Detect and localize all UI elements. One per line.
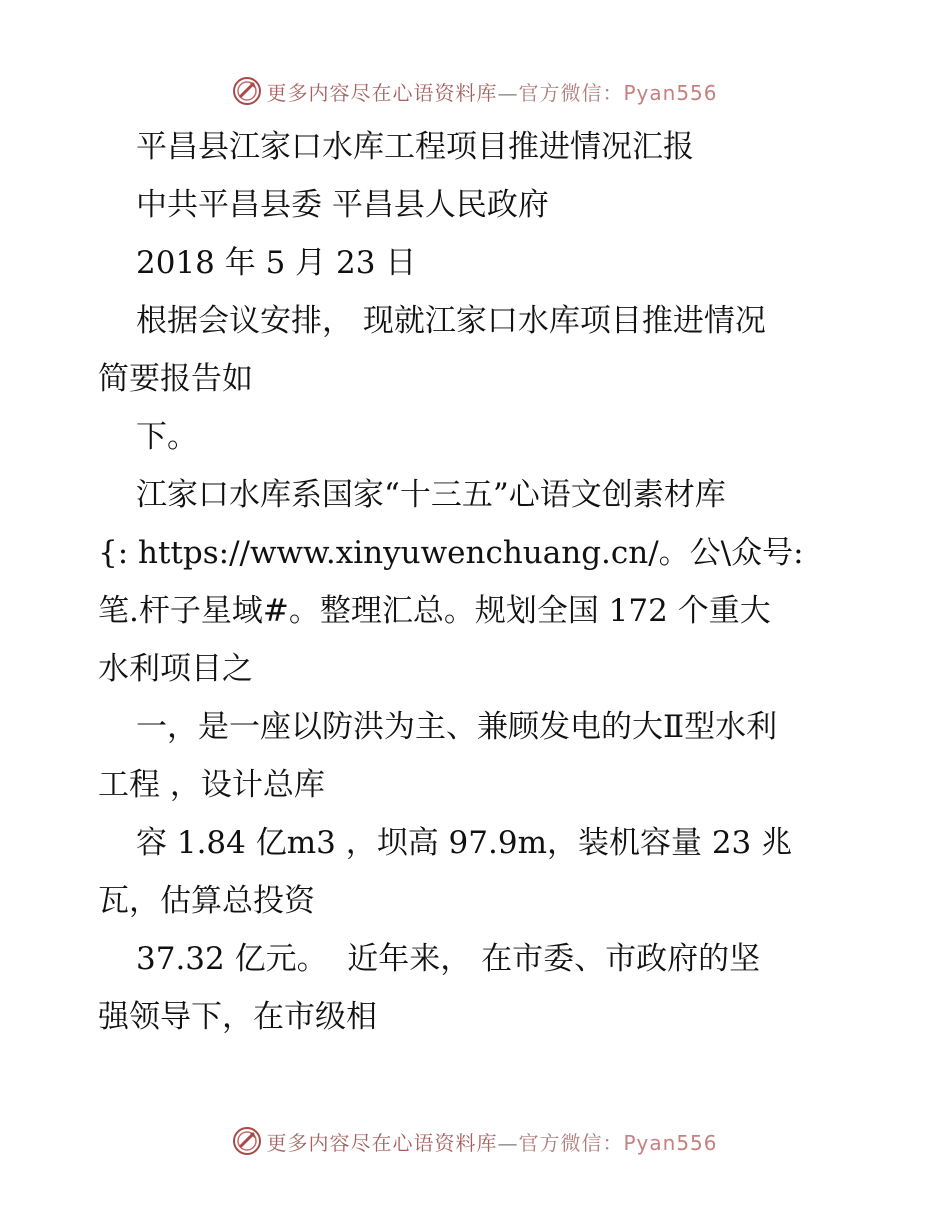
banner-text <box>266 1127 717 1156</box>
banner-main-text: 更多内容尽在心语资料库 <box>266 1130 498 1155</box>
document-date: 2018 年 5 月 23 日 <box>136 245 417 281</box>
banner-wechat-id: Pyan556 <box>623 1130 718 1155</box>
banner-wechat-id: Pyan556 <box>623 80 718 105</box>
body-line: 强领导下，在市级相 <box>98 999 377 1035</box>
body-line: 水利项目之 <box>98 651 253 687</box>
document-title: 平昌县江家口水库工程项目推进情况汇报 <box>136 129 694 165</box>
banner-content <box>232 76 717 106</box>
header-banner <box>0 71 950 111</box>
body-line: {: https://www.xinyuwenchuang.cn/。公\众号: <box>98 535 804 571</box>
body-line: 工程 ，设计总库 <box>98 767 325 803</box>
footer-banner <box>0 1121 950 1161</box>
stamp-logo-icon <box>232 76 262 106</box>
banner-text <box>266 77 717 106</box>
banner-separator: — <box>497 80 519 105</box>
stamp-logo-icon <box>232 1126 262 1156</box>
document-body <box>98 118 858 1046</box>
banner-content <box>232 1126 717 1156</box>
banner-main-text: 更多内容尽在心语资料库 <box>266 80 498 105</box>
body-line: 瓦，估算总投资 <box>98 883 315 919</box>
body-line: 容 1.84 亿m3 ，坝高 97.9m，装机容量 23 兆 <box>136 825 793 861</box>
body-line: 下。 <box>136 419 198 455</box>
body-line: 简要报告如 <box>98 361 253 397</box>
banner-wechat-label: 官方微信： <box>518 1130 624 1155</box>
body-line: 一，是一座以防洪为主、兼顾发电的大Ⅱ型水利 <box>136 709 778 745</box>
body-line: 根据会议安排， 现就江家口水库项目推进情况 <box>136 303 766 339</box>
banner-separator: — <box>497 1130 519 1155</box>
document-issuer: 中共平昌县委 平昌县人民政府 <box>136 187 549 223</box>
body-line: 37.32 亿元。 近年来， 在市委、市政府的坚 <box>136 941 761 977</box>
body-line: 江家口水库系国家“十三五”心语文创素材库 <box>136 477 726 513</box>
banner-wechat-label: 官方微信： <box>518 80 624 105</box>
body-line: 笔.杆子星域#。整理汇总。规划全国 172 个重大 <box>98 593 771 629</box>
